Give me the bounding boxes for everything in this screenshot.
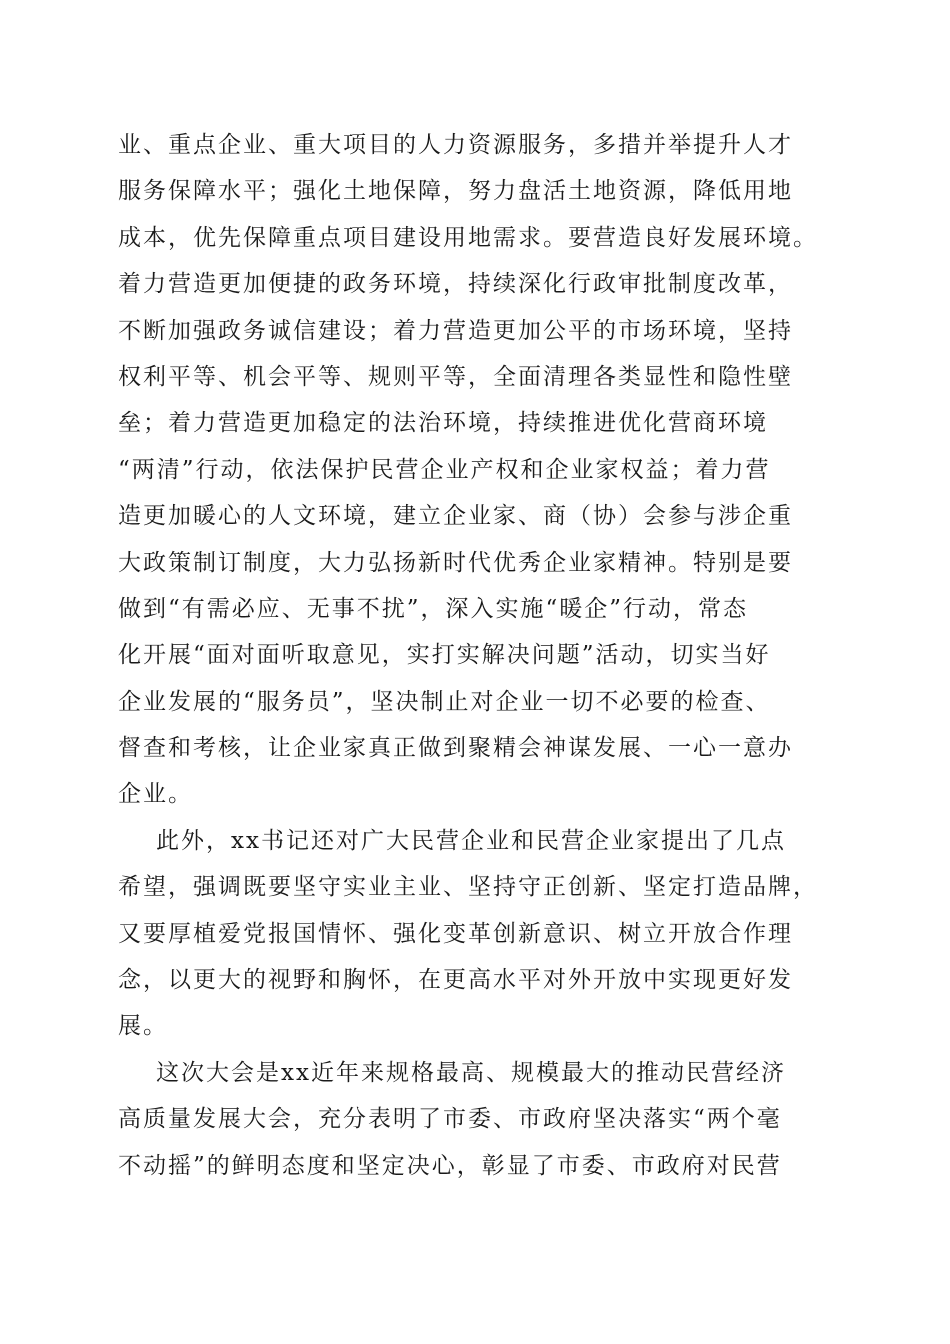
text-line: 化开展“面对面听取意见，实打实解决问题”活动，切实当好	[118, 642, 771, 669]
text-line: 企业发展的“服务员”，坚决制止对企业一切不必要的检查、	[118, 688, 771, 715]
text-line: 着力营造更加便捷的政务环境，持续深化行政审批制度改革，	[118, 271, 793, 298]
text-line: 成本，优先保障重点项目建设用地需求。要营造良好发展环境。	[118, 224, 818, 251]
text-line: 垒；着力营造更加稳定的法治环境，持续推进优化营商环境	[118, 410, 768, 437]
paragraph-first-line: 这次大会是xx近年来规格最高、规模最大的推动民营经济	[156, 1059, 786, 1086]
text-line: 造更加暖心的人文环境，建立企业家、商（协）会参与涉企重	[118, 503, 793, 530]
text-line: 展。	[118, 1013, 168, 1040]
text-line: 督查和考核，让企业家真正做到聚精会神谋发展、一心一意办	[118, 735, 793, 762]
paragraph-first-line: 此外，xx书记还对广大民营企业和民营企业家提出了几点	[156, 827, 786, 854]
document-body	[118, 122, 858, 1189]
text-line: 念，以更大的视野和胸怀，在更高水平对外开放中实现更好发	[118, 967, 793, 994]
text-line: 做到“有需必应、无事不扰”，深入实施“暖企”行动，常态	[118, 595, 749, 622]
text-line: 企业。	[118, 781, 193, 808]
text-line: 高质量发展大会，充分表明了市委、市政府坚决落实“两个毫	[118, 1106, 782, 1133]
text-line: 不动摇”的鲜明态度和坚定决心，彰显了市委、市政府对民营	[118, 1152, 782, 1179]
text-line: 又要厚植爱党报国情怀、强化变革创新意识、树立开放合作理	[118, 920, 793, 947]
text-line: “两清”行动，依法保护民营企业产权和企业家权益；着力营	[118, 456, 771, 483]
text-line: 希望，强调既要坚守实业主业、坚持守正创新、坚定打造品牌，	[118, 874, 818, 901]
text-line: 服务保障水平；强化土地保障，努力盘活土地资源，降低用地	[118, 178, 793, 205]
text-line: 不断加强政务诚信建设；着力营造更加公平的市场环境，坚持	[118, 317, 793, 344]
text-line: 业、重点企业、重大项目的人力资源服务，多措并举提升人才	[118, 132, 793, 158]
text-line: 大政策制订制度，大力弘扬新时代优秀企业家精神。特别是要	[118, 549, 793, 576]
text-line: 权利平等、机会平等、规则平等，全面清理各类显性和隐性壁	[118, 363, 793, 390]
